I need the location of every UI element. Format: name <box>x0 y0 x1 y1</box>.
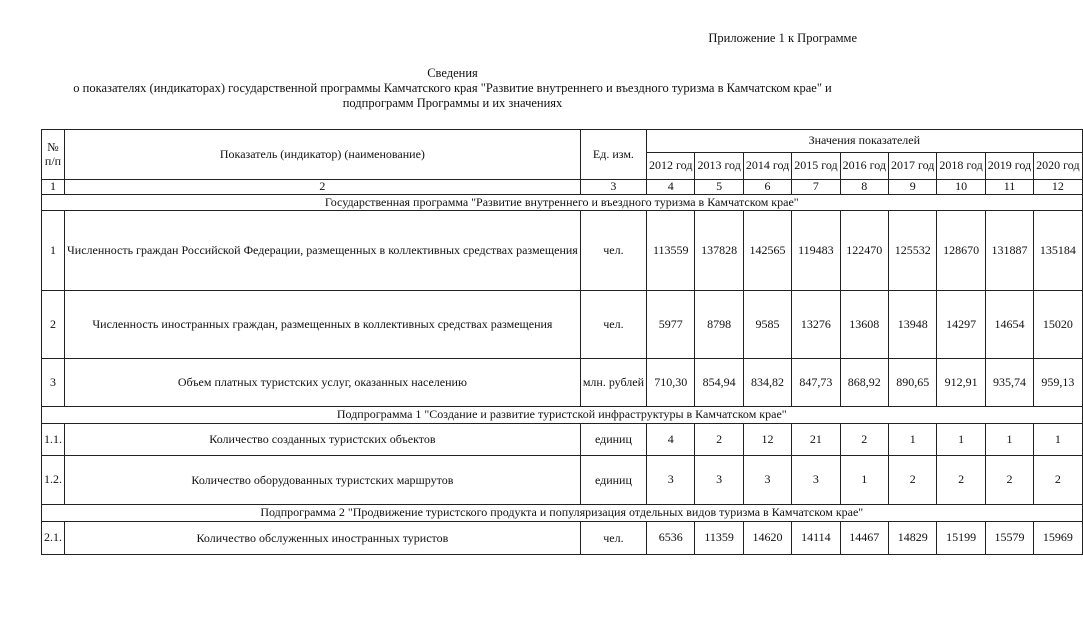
column-number: 8 <box>840 180 888 195</box>
value-cell: 2 <box>695 424 743 456</box>
value-cell: 8798 <box>695 291 743 359</box>
value-cell: 5977 <box>647 291 695 359</box>
section-title: Государственная программа "Развитие внутреннего и въездного туризма в Камчатском крае" <box>42 195 1083 211</box>
table-row <box>42 291 1083 359</box>
header-year: 2015 год <box>792 153 840 180</box>
value-cell: 135184 <box>1034 211 1082 291</box>
column-number: 3 <box>580 180 646 195</box>
row-indicator-name: Количество созданных туристских объектов <box>65 424 581 456</box>
header-unit: Ед. изм. <box>580 130 646 180</box>
value-cell: 1 <box>985 424 1033 456</box>
column-number: 7 <box>792 180 840 195</box>
value-cell: 868,92 <box>840 359 888 407</box>
column-number: 11 <box>985 180 1033 195</box>
value-cell: 1 <box>937 424 985 456</box>
value-cell: 11359 <box>695 522 743 555</box>
row-indicator-name: Объем платных туристских услуг, оказанных населению <box>65 359 581 407</box>
value-cell: 6536 <box>647 522 695 555</box>
value-cell: 9585 <box>743 291 791 359</box>
value-cell: 142565 <box>743 211 791 291</box>
value-cell: 2 <box>985 456 1033 505</box>
value-cell: 912,91 <box>937 359 985 407</box>
value-cell: 13276 <box>792 291 840 359</box>
column-number: 4 <box>647 180 695 195</box>
table-row <box>42 456 1083 505</box>
value-cell: 854,94 <box>695 359 743 407</box>
header-num: № п/п <box>42 130 65 180</box>
value-cell: 4 <box>647 424 695 456</box>
header-year: 2018 год <box>937 153 985 180</box>
row-unit: единиц <box>580 424 646 456</box>
value-cell: 21 <box>792 424 840 456</box>
row-num: 3 <box>42 359 65 407</box>
table-row <box>42 359 1083 407</box>
row-num: 2 <box>42 291 65 359</box>
value-cell: 125532 <box>889 211 937 291</box>
appendix-label: Приложение 1 к Программе <box>708 31 857 45</box>
header-year: 2013 год <box>695 153 743 180</box>
column-number: 5 <box>695 180 743 195</box>
value-cell: 131887 <box>985 211 1033 291</box>
value-cell: 2 <box>889 456 937 505</box>
row-unit: единиц <box>580 456 646 505</box>
section-title-row <box>42 505 1083 522</box>
row-num: 2.1. <box>42 522 65 555</box>
row-unit: чел. <box>580 522 646 555</box>
value-cell: 13608 <box>840 291 888 359</box>
value-cell: 890,65 <box>889 359 937 407</box>
value-cell: 128670 <box>937 211 985 291</box>
value-cell: 1 <box>840 456 888 505</box>
column-number: 12 <box>1034 180 1082 195</box>
row-indicator-name: Количество оборудованных туристских маршрутов <box>65 456 581 505</box>
section-title: Подпрограмма 1 "Создание и развитие туристской инфраструктуры в Камчатском крае" <box>42 407 1083 424</box>
value-cell: 3 <box>792 456 840 505</box>
value-cell: 935,74 <box>985 359 1033 407</box>
value-cell: 14297 <box>937 291 985 359</box>
value-cell: 14829 <box>889 522 937 555</box>
heading-line-3: подпрограмм Программы и их значениях <box>342 96 563 110</box>
value-cell: 119483 <box>792 211 840 291</box>
heading-line-2: о показателях (индикаторах) государственной программы Камчатского края "Развитие внутреннего и въездного туризма в Камчатском крае" и <box>73 81 832 95</box>
table-row <box>42 211 1083 291</box>
value-cell: 2 <box>937 456 985 505</box>
column-number: 1 <box>42 180 65 195</box>
header-year: 2020 год <box>1034 153 1082 180</box>
row-num: 1.2. <box>42 456 65 505</box>
value-cell: 15969 <box>1034 522 1082 555</box>
header-row-1 <box>42 130 1083 153</box>
value-cell: 15199 <box>937 522 985 555</box>
header-year: 2019 год <box>985 153 1033 180</box>
value-cell: 834,82 <box>743 359 791 407</box>
value-cell: 847,73 <box>792 359 840 407</box>
header-year: 2017 год <box>889 153 937 180</box>
value-cell: 13948 <box>889 291 937 359</box>
value-cell: 710,30 <box>647 359 695 407</box>
section-title-row <box>42 195 1083 211</box>
value-cell: 15020 <box>1034 291 1082 359</box>
value-cell: 12 <box>743 424 791 456</box>
row-indicator-name: Численность иностранных граждан, размещенных в коллективных средствах размещения <box>65 291 581 359</box>
table-row <box>42 424 1083 456</box>
value-cell: 122470 <box>840 211 888 291</box>
value-cell: 3 <box>647 456 695 505</box>
document-heading <box>0 66 905 111</box>
header-indicator: Показатель (индикатор) (наименование) <box>65 130 581 180</box>
column-numbers-row <box>42 180 1083 195</box>
value-cell: 14114 <box>792 522 840 555</box>
indicators-table <box>41 129 1083 555</box>
row-unit: чел. <box>580 291 646 359</box>
column-number: 10 <box>937 180 985 195</box>
section-title-row <box>42 407 1083 424</box>
value-cell: 3 <box>743 456 791 505</box>
value-cell: 1 <box>1034 424 1082 456</box>
header-year: 2012 год <box>647 153 695 180</box>
value-cell: 14467 <box>840 522 888 555</box>
table-row <box>42 522 1083 555</box>
section-title: Подпрограмма 2 "Продвижение туристского продукта и популяризация отдельных видов туризма в Камчатском крае" <box>42 505 1083 522</box>
row-indicator-name: Численность граждан Российской Федерации, размещенных в коллективных средствах размещения <box>65 211 581 291</box>
row-unit: млн. рублей <box>580 359 646 407</box>
column-number: 6 <box>743 180 791 195</box>
column-number: 9 <box>889 180 937 195</box>
column-number: 2 <box>65 180 581 195</box>
value-cell: 959,13 <box>1034 359 1082 407</box>
row-unit: чел. <box>580 211 646 291</box>
value-cell: 3 <box>695 456 743 505</box>
value-cell: 14620 <box>743 522 791 555</box>
value-cell: 14654 <box>985 291 1033 359</box>
heading-line-1: Сведения <box>427 66 478 80</box>
row-indicator-name: Количество обслуженных иностранных туристов <box>65 522 581 555</box>
value-cell: 1 <box>889 424 937 456</box>
value-cell: 15579 <box>985 522 1033 555</box>
header-values-group: Значения показателей <box>647 130 1083 153</box>
value-cell: 2 <box>840 424 888 456</box>
value-cell: 113559 <box>647 211 695 291</box>
header-year: 2016 год <box>840 153 888 180</box>
value-cell: 2 <box>1034 456 1082 505</box>
header-year: 2014 год <box>743 153 791 180</box>
value-cell: 137828 <box>695 211 743 291</box>
row-num: 1 <box>42 211 65 291</box>
row-num: 1.1. <box>42 424 65 456</box>
